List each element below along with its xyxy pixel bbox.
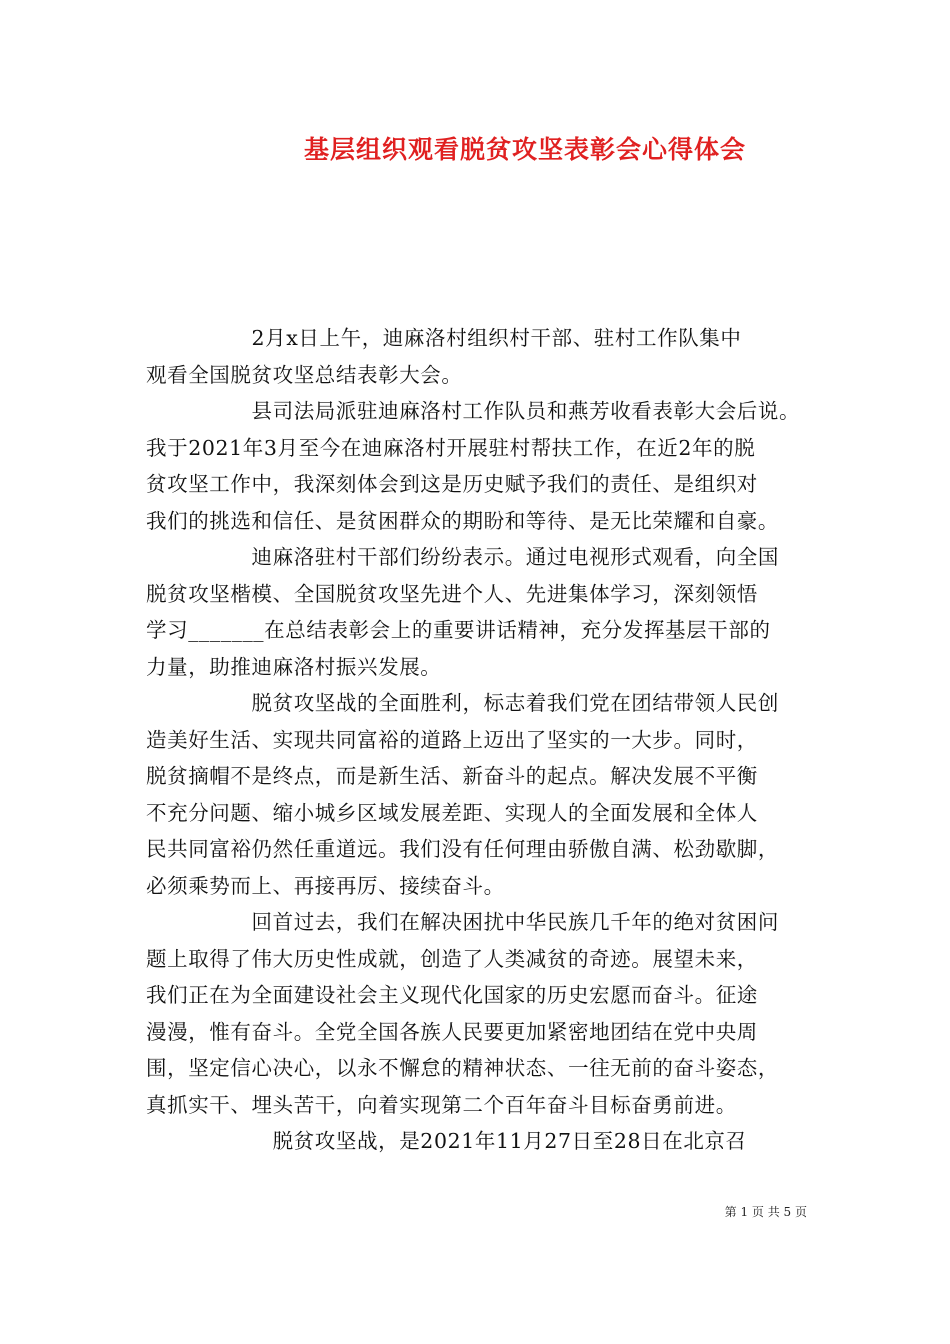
- body-line: 题上取得了伟大历史性成就，创造了人类减贫的奇迹。展望未来，: [146, 946, 758, 971]
- body-line: 我们的挑选和信任、是贫困群众的期盼和等待、是无比荣耀和自豪。: [146, 508, 779, 533]
- body-line: 脱贫摘帽不是终点，而是新生活、新奋斗的起点。解决发展不平衡: [146, 764, 758, 788]
- body-line: 2月x日上午，迪麻洛村组织村干部、驻村工作队集中: [146, 326, 742, 350]
- body-line: 力量，助推迪麻洛村振兴发展。: [146, 654, 442, 679]
- body-line: 我于2021年3月至今在迪麻洛村开展驻村帮扶工作，在近2年的脱: [146, 435, 756, 460]
- body-line: 脱贫攻坚楷模、全国脱贫攻坚先进个人、先进集体学习，深刻领悟: [146, 581, 758, 606]
- body-line: 围，坚定信心决心，以永不懈怠的精神状态、一往无前的奋斗姿态，: [146, 1056, 779, 1080]
- body-line: 回首过去，我们在解决困扰中华民族几千年的绝对贫困问: [146, 910, 779, 934]
- body-line: 贫攻坚工作中，我深刻体会到这是历史赋予我们的责任、是组织对: [146, 472, 758, 496]
- body-line: 迪麻洛驻村干部们纷纷表示。通过电视形式观看，向全国: [146, 545, 779, 569]
- body-line: 脱贫攻坚战的全面胜利，标志着我们党在团结带领人民创: [146, 691, 779, 715]
- document-body: [146, 320, 810, 1160]
- body-line: 民共同富裕仍然任重道远。我们没有任何理由骄傲自满、松劲歇脚，: [146, 837, 779, 861]
- body-line: 脱贫攻坚战，是2021年11月27日至28日在北京召: [146, 1129, 747, 1153]
- body-line: 学习_______在总结表彰会上的重要讲话精神，充分发挥基层干部的: [146, 618, 771, 642]
- page-number-footer: 第 1 页 共 5 页: [724, 1205, 807, 1219]
- body-line: 我们正在为全面建设社会主义现代化国家的历史宏愿而奋斗。征途: [146, 983, 758, 1007]
- body-line: 真抓实干、埋头苦干，向着实现第二个百年奋斗目标奋勇前进。: [146, 1092, 737, 1117]
- body-line: 观看全国脱贫攻坚总结表彰大会。: [146, 362, 463, 387]
- body-line: 不充分问题、缩小城乡区域发展差距、实现人的全面发展和全体人: [146, 800, 758, 825]
- body-line: 必须乘势而上、再接再厉、接续奋斗。: [146, 873, 505, 898]
- body-line: 漫漫，惟有奋斗。全党全国各族人民要更加紧密地团结在党中央周: [146, 1019, 758, 1044]
- body-line: 造美好生活、实现共同富裕的道路上迈出了坚实的一大步。同时，: [146, 727, 758, 752]
- body-line: 县司法局派驻迪麻洛村工作队员和燕芳收看表彰大会后说。: [146, 399, 801, 423]
- document-title: 基层组织观看脱贫攻坚表彰会心得体会: [303, 135, 746, 164]
